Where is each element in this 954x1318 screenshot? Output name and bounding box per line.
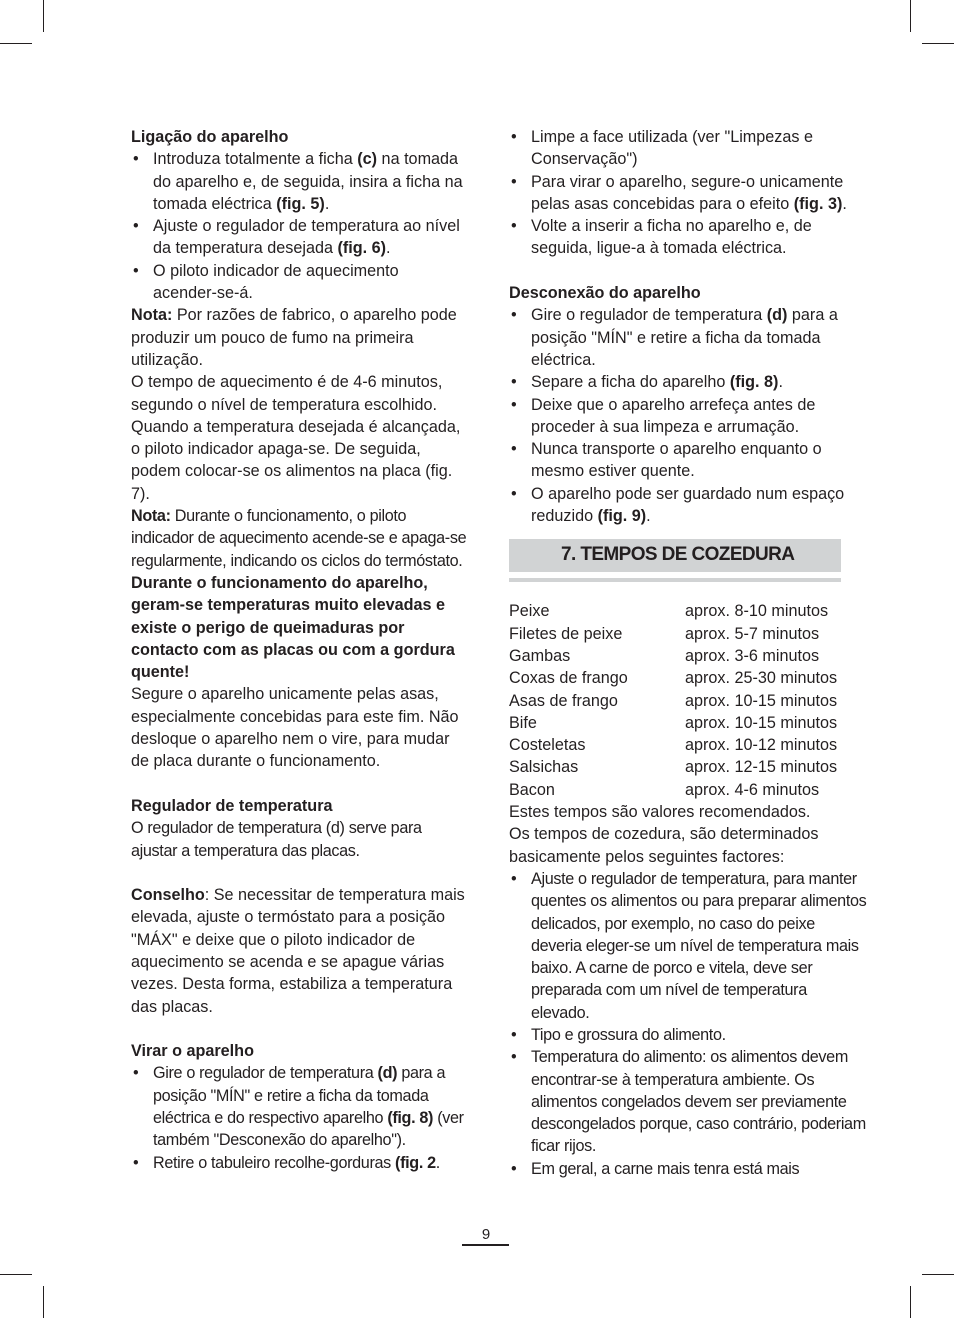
table-row [509,645,869,667]
advice-text: : Se necessitar de temperatura mais elevada, ajuste o termóstato para a posição "MÁX" e deixe que o piloto indicador de aquecimento se acenda e se apague várias vezes. Desta forma, estabiliza a temperatura das placas. [131,886,465,1016]
bold-reference: (fig. 6) [337,239,387,258]
food-name: Coxas de frango [509,669,628,688]
list-item-text: Separe a ficha do aparelho [531,373,730,392]
section-title: 7. TEMPOS DE COZEDURA [561,544,795,566]
list-item-text: . [435,1153,440,1172]
section-heading-desconexao: Desconexão do aparelho [509,284,701,303]
table-row [509,600,869,622]
crop-mark [922,43,954,44]
section-heading-virar: Virar o aparelho [131,1042,254,1061]
factors-intro: Os tempos de cozedura, são determinados basicamente pelos seguintes factores: [509,825,819,866]
cooking-time: aprox. 10-15 minutos [685,691,838,710]
food-name: Peixe [509,602,550,621]
factors-list [509,868,869,1180]
flip-steps-list [509,126,869,260]
ligacao-list [131,148,467,304]
advice-paragraph [131,884,467,1018]
crop-mark [910,1286,911,1318]
list-item-text: Tipo e grossura do alimento. [531,1025,726,1044]
food-name: Bacon [509,780,555,799]
note-paragraph [131,505,467,572]
list-item [509,1024,869,1046]
table-row [509,667,869,689]
food-name: Salsichas [509,758,579,777]
list-item-text: . [842,194,847,213]
section-heading-regulador: Regulador de temperatura [131,796,333,815]
list-item-text: Deixe que o aparelho arrefeça antes de proceder à sua limpeza e arrumação. [531,395,816,436]
left-column [131,126,467,1174]
table-row [509,623,869,645]
cooking-time: aprox. 8-10 minutos [685,602,829,621]
list-item-text: na tomada do aparelho e, de seguida, insira a ficha na tomada eléctrica [153,150,463,213]
food-name: Bife [509,713,537,732]
bold-reference: (fig. 9) [597,507,647,526]
cooking-time: aprox. 4-6 minutos [685,780,820,799]
note-label: Nota: [131,507,171,526]
list-item-text: . [386,239,391,258]
page-number-rule [462,1244,509,1246]
crop-mark [910,0,911,32]
list-item-text: Gire o regulador de temperatura [153,1064,378,1083]
cooking-time: aprox. 3-6 minutos [685,646,820,665]
note-text: Durante o funcionamento, o piloto indicador de aquecimento acende-se e apaga-se regularmente, indicando os ciclos do termóstato. [131,507,467,570]
food-name: Asas de frango [509,691,618,710]
list-item [509,371,869,393]
cooking-time: aprox. 25-30 minutos [685,669,838,688]
list-item [509,215,869,260]
list-item [509,1158,869,1180]
list-item-text: Nunca transporte o aparelho enquanto o mesmo estiver quente. [531,440,822,481]
note-paragraph [131,304,467,371]
list-item [131,148,467,215]
table-row [509,712,869,734]
list-item [509,126,869,171]
list-item-text: Introduza totalmente a ficha [153,150,358,169]
food-name: Costeletas [509,736,586,755]
virar-list [131,1062,467,1173]
bold-reference: (fig. 3) [793,194,843,213]
list-item-text: Temperatura do alimento: os alimentos devem encontrar-se à temperatura ambiente. Os alimentos congelados devem ser previamente descongelados porque, caso contrário, poderiam ficar rijos. [531,1048,866,1156]
handle-paragraph: Segure o aparelho unicamente pelas asas, especialmente concebidas para este fim. Não desloque o aparelho nem o vire, para mudar de placa durante o funcionamento. [131,685,459,771]
bold-reference: (fig. 5) [276,194,325,213]
cooking-time: aprox. 10-15 minutos [685,713,838,732]
list-item [509,1046,869,1157]
list-item-text: Volte a inserir a ficha no aparelho e, de seguida, ligue-a à tomada eléctrica. [531,217,812,258]
section-divider [509,578,841,582]
regulator-paragraph: O regulador de temperatura (d) serve para ajustar a temperatura das placas. [131,819,422,860]
list-item [509,868,869,1024]
list-item-text: . [324,194,330,213]
list-item [131,215,467,260]
list-item [131,1062,467,1151]
note-text: Por razões de fabrico, o aparelho pode produzir um pouco de fumo na primeira utilização. [131,306,457,369]
list-item-text: Gire o regulador de temperatura [531,306,767,325]
list-item [509,171,869,216]
cooking-time: aprox. 5-7 minutos [685,624,820,643]
table-row [509,690,869,712]
bold-reference: (fig. 8) [729,373,779,392]
list-item-text: O aparelho pode ser guardado num espaço reduzido [531,484,845,526]
bold-reference: (d) [766,306,788,325]
bold-reference: (c) [357,150,378,169]
crop-mark [0,1274,32,1275]
warning-paragraph: Durante o funcionamento do aparelho, geram-se temperaturas muito elevadas e existe o perigo de queimaduras por contacto com as placas ou com a gordura quente! [131,573,455,682]
note-label: Nota: [131,306,173,325]
food-name: Filetes de peixe [509,624,623,643]
page-number: 9 [481,1226,491,1243]
advice-label: Conselho [131,886,205,905]
list-item [131,1152,467,1174]
section-heading-ligacao: Ligação do aparelho [131,128,289,146]
table-row [509,779,869,801]
cooking-time: aprox. 12-15 minutos [685,758,838,777]
table-row [509,756,869,778]
right-column [509,126,869,1180]
list-item-text: O piloto indicador de aquecimento acender-se-á. [153,261,399,303]
list-item-text: para a posição "MÍN" e retire a ficha da tomada eléctrica e do respectivo aparelho [153,1064,446,1128]
list-item-text: Ajuste o regulador de temperatura, para manter quentes os alimentos ou para preparar alimentos delicados, por exemplo, no caso do peixe deveria eleger-se um nível de temperatura mais baixo. A carne de porco e vitela, deve ser preparada com um nível de temperatura elevado. [531,869,867,1022]
crop-mark [922,1274,954,1275]
list-item [509,394,869,439]
section-title-bar [509,539,841,572]
bold-reference: (fig. 8) [387,1109,434,1128]
table-row [509,734,869,756]
list-item-text: (ver também "Desconexão do aparelho"). [153,1109,464,1150]
disconnect-list [509,304,869,527]
list-item-text: . [778,373,783,392]
list-item [509,483,869,528]
heating-paragraph: O tempo de aquecimento é de 4-6 minutos, segundo o nível de temperatura escolhido. Quando a temperatura desejada é alcançada, o piloto indicador apaga-se. De seguida, podem colocar-se os alimentos na placa (fig. 7). [131,373,461,503]
crop-mark [0,43,32,44]
crop-mark [43,1286,44,1318]
list-item-text: Para virar o aparelho, segure-o unicamente pelas asas concebidas para o efeito [531,172,844,213]
list-item [131,260,467,305]
list-item-text: . [646,507,651,526]
cooking-times-table [509,600,869,801]
bold-reference: (fig. 2 [395,1153,436,1172]
list-item [509,304,869,371]
list-item-text: para a posição "MÍN" e retire a ficha da tomada eléctrica. [531,306,838,369]
bold-reference: (d) [377,1064,398,1083]
crop-mark [43,0,44,32]
cooking-time: aprox. 10-12 minutos [685,736,838,755]
recommended-note: Estes tempos são valores recomendados. [509,803,811,822]
food-name: Gambas [509,646,571,665]
list-item-text: Ajuste o regulador de temperatura ao nível da temperatura desejada [153,217,460,258]
list-item-text: Em geral, a carne mais tenra está mais [531,1159,800,1178]
list-item-text: Retire o tabuleiro recolhe-gorduras [153,1153,396,1172]
list-item [509,438,869,483]
list-item-text: Limpe a face utilizada (ver "Limpezas e Conservação") [531,128,813,169]
